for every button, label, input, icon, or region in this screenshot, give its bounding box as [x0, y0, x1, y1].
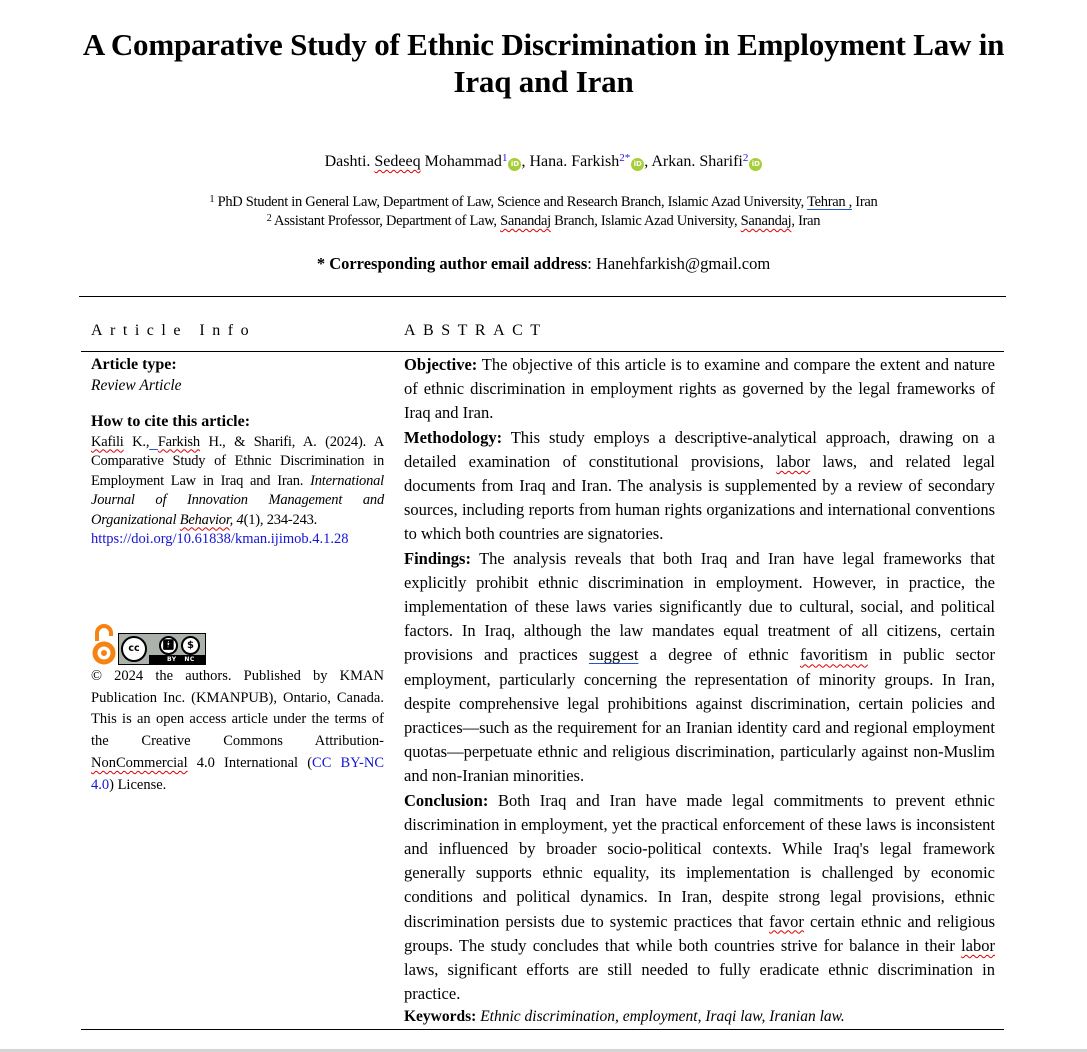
article-info-heading: Article Info: [91, 322, 257, 339]
citation: Kafili K., Farkish H., & Sharifi, A. (2024). A Comparative Study of Ethnic Discrimination in Employment Law in Iraq and Iran. International Journal of Innovation Management and Organizational Behavior, 4(1), 234-243.: [91, 433, 384, 528]
article-info-panel: [91, 354, 384, 550]
license-link[interactable]: CC BY-NC 4.0: [91, 754, 384, 793]
license-text: © 2024 the authors. Published by KMAN Publication Inc. (KMANPUB), Ontario, Canada. This is an open access article under the terms of the Creative Commons Attribution-NonCommercial 4.0 International (CC BY-NC 4.0) License.: [91, 668, 384, 793]
cc-icon: cc: [121, 636, 147, 662]
email-address[interactable]: Hanehfarkish@gmail.com: [596, 254, 771, 273]
orcid-icon[interactable]: iD: [631, 158, 644, 171]
author-list: Dashti. Sedeeq Mohammad$^1$ iD , Hana. Farkish$^{2*}$ iD , Arkan. Sharifi$^2$ iD: [0, 152, 1087, 172]
affiliation-marker: 2*: [619, 152, 631, 164]
abstract-conclusion: Conclusion: Both Iraq and Iran have made legal commitments to prevent ethnic discrimination in employment, yet the practical enforcement of these laws is inconsistent and influenced by broader socio-political contexts. While Iraq's legal framework generally supports ethnic equality, its implementation is challenged by economic conditions and political dynamics. In Iran, despite strong legal provisions, ethnic discrimination persists due to systemic practices that favor certain ethnic and religious groups. The study concludes that while both countries strive for balance in their labor laws, significant efforts are still needed to fully eradicate ethnic discrimination in practice.: [404, 790, 995, 1004]
article-type-value: Review Article: [91, 377, 182, 394]
doi-link[interactable]: https://doi.org/10.61838/kman.ijimob.4.1.28: [91, 531, 349, 547]
cc-by-nc-badge[interactable]: [118, 633, 206, 665]
orcid-icon[interactable]: iD: [508, 158, 521, 171]
orcid-icon[interactable]: iD: [749, 158, 762, 171]
author-name: Arkan. Sharifi: [651, 153, 743, 170]
paper-title: A Comparative Study of Ethnic Discrimination in Employment Law in Iraq and Iran: [82, 27, 1005, 99]
footer-divider: [81, 1029, 1004, 1030]
header-divider: [79, 296, 1006, 297]
corresponding-author: * Corresponding author email address: Hanehfarkish@gmail.com: [316, 254, 771, 273]
badge-by-label: BY: [167, 656, 177, 663]
open-access-icon: [91, 623, 117, 665]
badge-nc-label: NC: [184, 656, 195, 663]
author-name: Dashti. Sedeeq Mohammad: [324, 153, 502, 170]
section-divider: [81, 351, 1004, 352]
abstract-findings: Findings: The analysis reveals that both Iraq and Iran have legal frameworks that explicitly prohibit ethnic discrimination in employment. However, in practice, the implementation of these laws varies significantly due to cultural, social, and political factors. In Iraq, although the law mandates equal treatment of all citizens, certain provisions and practices suggest a degree of ethnic favoritism in public sector employment, particularly concerning the representation of minority groups. In Iran, despite comprehensive legal prohibitions against discrimination, certain policies and practices—such as the requirement for an Iranian identity card and regional employment quotas—perpetuate ethnic and religious discrimination, particularly against non-Muslim and non-Iranian minorities.: [404, 548, 995, 786]
cite-label: How to cite this article:: [91, 412, 251, 430]
abstract-heading: ABSTRACT: [404, 322, 548, 339]
noncommercial-icon: $: [181, 636, 200, 655]
affiliation-2: $^2$ Assistant Professor, Department of Law, Sanandaj Branch, Islamic Azad University, Sanandaj, Iran: [266, 213, 821, 229]
abstract-keywords: Keywords: Ethnic discrimination, employment, Iraqi law, Iranian law.: [404, 1008, 845, 1026]
affiliation-marker: 2: [742, 152, 749, 164]
affiliation-1: $^1$ PhD Student in General Law, Department of Law, Science and Research Branch, Islamic Azad University, Tehran , Iran: [209, 194, 878, 210]
article-type-label: Article type:: [91, 356, 177, 373]
abstract-objective: Objective: The objective of this article is to examine and compare the extent and nature of ethnic discrimination in employment rights as governed by the legal frameworks of Iraq and Iran.: [404, 355, 995, 423]
attribution-icon: 🚹︎: [159, 636, 178, 655]
abstract-methodology: Methodology: This study employs a descriptive-analytical approach, drawing on a detailed examination of constitutional provisions, labor laws, and related legal documents from Iraq and Iran. The analysis is supplemented by a review of secondary sources, including reports from human rights organizations and international conventions to which both countries are signatories.: [404, 427, 995, 544]
abstract-body: [404, 353, 995, 1028]
author-name: Hana. Farkish: [529, 153, 620, 170]
affiliation-marker: 1: [501, 152, 508, 164]
